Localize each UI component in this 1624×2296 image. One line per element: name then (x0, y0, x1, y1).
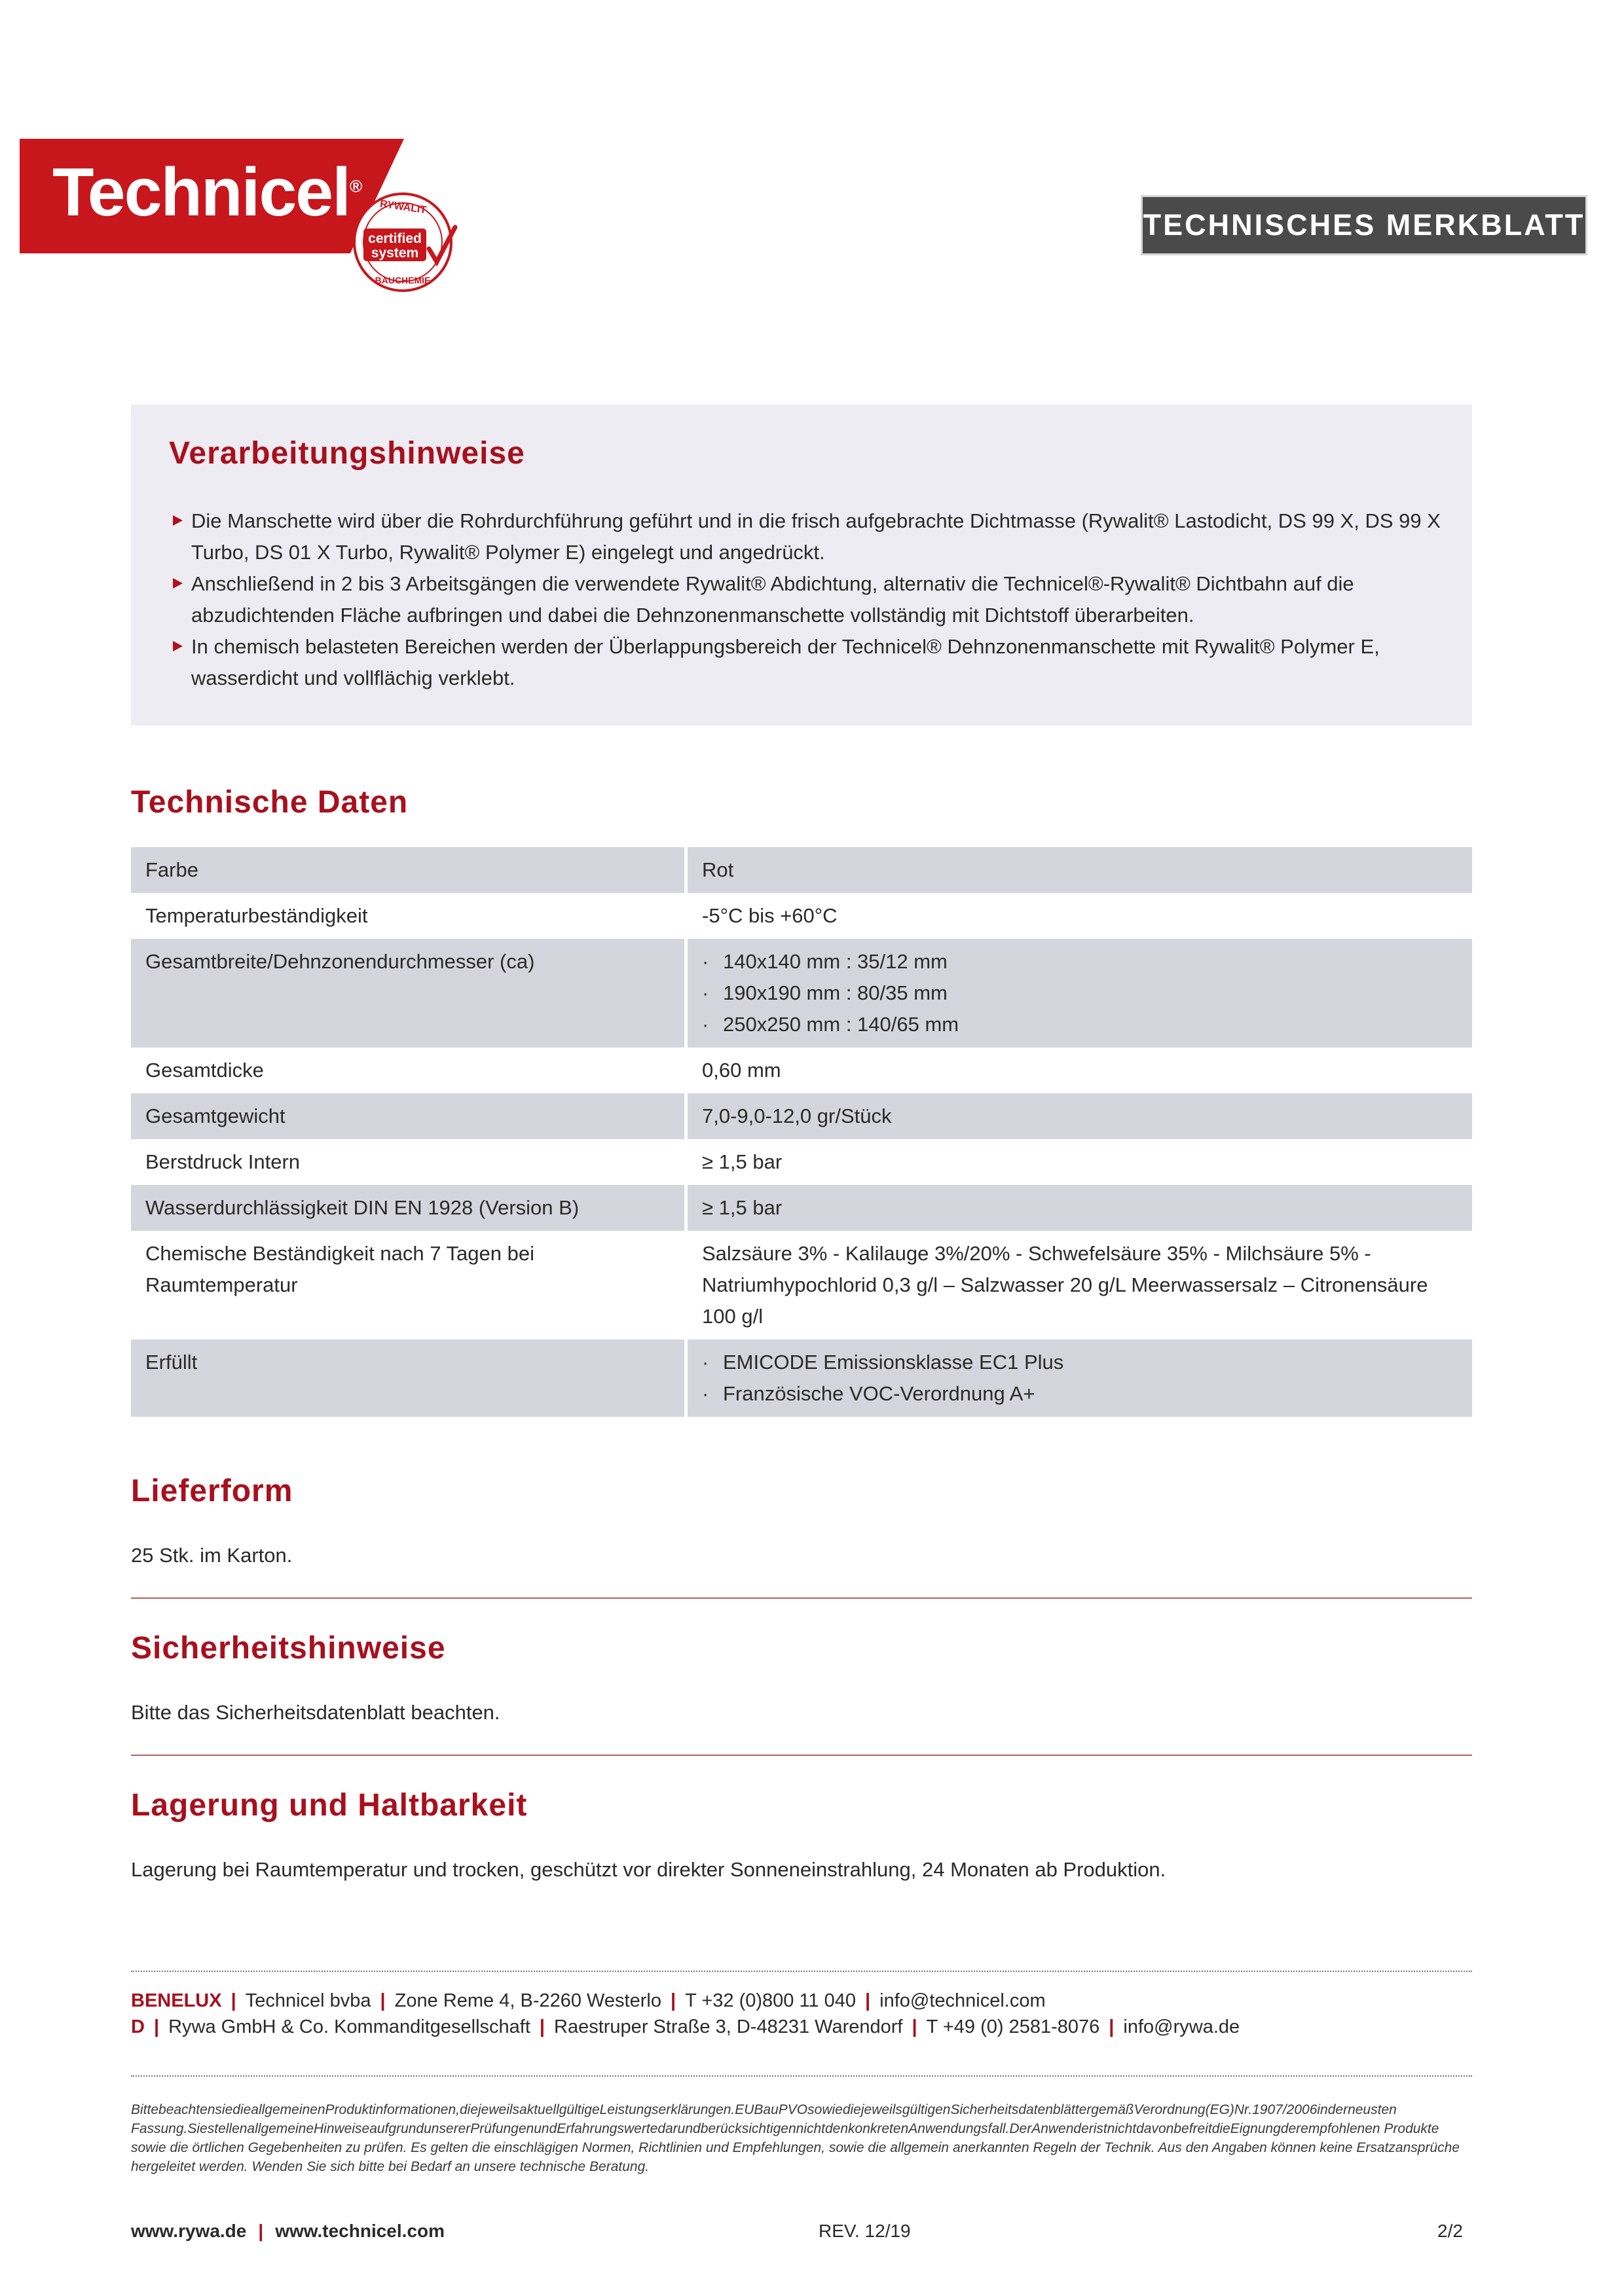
hinweise-title: Verarbeitungshinweise (169, 436, 525, 471)
table-row (131, 1231, 1472, 1339)
table-row (131, 939, 1472, 1048)
row-label: Temperaturbeständigkeit (131, 893, 688, 939)
website-link-rywa[interactable]: www.rywa.de (131, 2221, 247, 2241)
page-number: 2/2 (1437, 2221, 1463, 2241)
technische-daten-table (131, 847, 1472, 1417)
row-label: Wasserdurchlässigkeit DIN EN 1928 (Version B) (131, 1185, 688, 1231)
list-item: · EMICODE Emissionsklasse EC1 Plus (702, 1351, 1064, 1374)
table-row (131, 1139, 1472, 1185)
table-row (131, 1185, 1472, 1231)
footer-divider (131, 1971, 1472, 1972)
hinweise-item: In chemisch belasteten Bereichen werden der Überlappungsbereich der Technicel® Dehnzonenmanschette mit Rywalit® Polymer E, wasserdicht und vollflächig verklebt. (172, 631, 1455, 694)
contact-region: D (131, 2016, 145, 2037)
row-label: Gesamtgewicht (131, 1093, 688, 1139)
certified-system-seal-icon (337, 187, 468, 298)
row-label: Chemische Beständigkeit nach 7 Tagen bei Raumtemperatur (131, 1231, 688, 1339)
lieferform-text: 25 Stk. im Karton. (131, 1544, 293, 1567)
seal-system-text: system (371, 246, 419, 261)
technicel-logo (52, 155, 361, 230)
table-row (131, 1339, 1472, 1417)
list-item-text: 190x190 mm : 80/35 mm (723, 981, 948, 1004)
seal-certified-text: certified (368, 231, 422, 246)
row-label: Erfüllt (131, 1339, 688, 1417)
row-label: Gesamtbreite/Dehnzonendurchmesser (ca) (131, 939, 688, 1048)
lagerung-text: Lagerung bei Raumtemperatur und trocken, geschützt vor direkter Sonneneinstrahlung, 24 Monaten ab Produktion. (131, 1858, 1166, 1881)
section-divider (131, 1755, 1472, 1756)
table-row (131, 893, 1472, 939)
legal-disclaimer: BittebeachtensiedieallgemeinenProduktinformationen,diejeweilsaktuellgültigeLeistungserklärungen.EUBauPVOsowiediejeweilsgültigenSicherheitsdatenblättergemäßVerordnung(EG)Nr.1907/2006inderneusten Fassung.SiestellenallgemeineHinweiseaufgrundunsererPrüfungenundErfahrungswertedarundberücksichtigennichtdenkonkretenAnwendungsfall.DerAnwenderistnichtdavonbefreitdieEignungderempfohlenen Produkte sowie die örtlichen Gegebenheiten zu prüfen. Es gelten die einschlägigen Normen, Richtlinien und Empfehlungen, sowie die allgemein anerkannten Regeln der Technik. Aus den Angaben können keine Ersatzansprüche hergeleitet werden. Wenden Sie sich bitte bei Bedarf an unsere technische Beratung. (131, 2102, 1460, 2174)
contact-company: Rywa GmbH & Co. Kommanditgesellschaft (168, 2016, 530, 2037)
table-row (131, 1093, 1472, 1139)
logo-registered-mark: ® (350, 176, 361, 196)
contact-phone: T +49 (0) 2581-8076 (926, 2016, 1100, 2037)
list-item: · Französische VOC-Verordnung A+ (702, 1382, 1035, 1405)
logo-wordmark: Technicel (52, 155, 350, 230)
contact-benelux: BENELUX | Technicel bvba | Zone Reme 4, B-2260 Westerlo | T +32 (0)800 11 040 | info@technicel.com (131, 1990, 1046, 2011)
row-value: Salzsäure 3% - Kalilauge 3%/20% - Schwefelsäure 35% - Milchsäure 5% - Natriumhypochlorid 0,3 g/l – Salzwasser 20 g/L Meerwassersalz – Citronensäure 100 g/l (688, 1231, 1472, 1339)
row-value: -5°C bis +60°C (688, 893, 1472, 939)
row-label: Gesamtdicke (131, 1048, 688, 1093)
document-type-badge: TECHNISCHES MERKBLATT (1141, 195, 1587, 255)
list-item-text: 250x250 mm : 140/65 mm (723, 1013, 959, 1036)
contact-company: Technicel bvba (245, 1990, 371, 2011)
lieferform-title: Lieferform (131, 1474, 293, 1508)
technische-daten-title: Technische Daten (131, 785, 409, 820)
hinweise-item: Anschließend in 2 bis 3 Arbeitsgängen die verwendete Rywalit® Abdichtung, alternativ die Technicel®-Rywalit® Dichtbahn auf die abzudichtenden Fläche aufbringen und dabei die Dehnzonenmanschette vollständig mit Dichtstoff überarbeiten. (172, 568, 1455, 631)
list-item: · 250x250 mm : 140/65 mm (702, 1013, 959, 1036)
footer-divider (131, 2075, 1472, 2077)
hinweise-list (172, 505, 1455, 694)
contact-address: Raestruper Straße 3, D-48231 Warendorf (554, 2016, 903, 2037)
hinweise-item: Die Manschette wird über die Rohrdurchführung geführt und in die frisch aufgebrachte Dichtmasse (Rywalit® Lastodicht, DS 99 X, DS 99 X Turbo, DS 01 X Turbo, Rywalit® Polymer E) eingelegt und angedrückt. (172, 505, 1455, 568)
table-row (131, 847, 1472, 893)
contact-address: Zone Reme 4, B-2260 Westerlo (394, 1990, 661, 2011)
revision-label: REV. 12/19 (819, 2221, 911, 2241)
contact-germany: D | Rywa GmbH & Co. Kommanditgesellschaft | Raestruper Straße 3, D-48231 Warendorf | T +49 (0) 2581-8076 | info@rywa.de (131, 2016, 1240, 2037)
row-label: Farbe (131, 847, 688, 893)
row-value (688, 939, 1472, 1048)
seal-top-text: RYWALIT (379, 198, 428, 216)
list-item: · 140x140 mm : 35/12 mm (702, 950, 948, 973)
section-divider (131, 1597, 1472, 1599)
list-item-text: Französische VOC-Verordnung A+ (723, 1382, 1035, 1405)
website-link-technicel[interactable]: www.technicel.com (275, 2221, 445, 2241)
row-value: ≥ 1,5 bar (688, 1139, 1472, 1185)
contact-phone: T +32 (0)800 11 040 (685, 1990, 857, 2011)
sicherheit-text: Bitte das Sicherheitsdatenblatt beachten. (131, 1701, 500, 1724)
footer-websites: www.rywa.de | www.technicel.com (131, 2221, 445, 2241)
contact-email-link[interactable]: info@technicel.com (879, 1990, 1046, 2011)
table-row (131, 1048, 1472, 1093)
list-item-text: 140x140 mm : 35/12 mm (723, 950, 948, 973)
contact-email-link[interactable]: info@rywa.de (1123, 2016, 1240, 2037)
seal-bottom-text: BAUCHEMIE (375, 275, 431, 285)
row-value (688, 1339, 1472, 1417)
sicherheit-title: Sicherheitshinweise (131, 1631, 446, 1666)
row-value: ≥ 1,5 bar (688, 1185, 1472, 1231)
row-value: 0,60 mm (688, 1048, 1472, 1093)
contact-region: BENELUX (131, 1990, 222, 2011)
lagerung-title: Lagerung und Haltbarkeit (131, 1788, 528, 1823)
row-label: Berstdruck Intern (131, 1139, 688, 1185)
row-value: Rot (688, 847, 1472, 893)
row-value: 7,0-9,0-12,0 gr/Stück (688, 1093, 1472, 1139)
list-item-text: EMICODE Emissionsklasse EC1 Plus (723, 1351, 1064, 1374)
list-item: · 190x190 mm : 80/35 mm (702, 981, 948, 1004)
